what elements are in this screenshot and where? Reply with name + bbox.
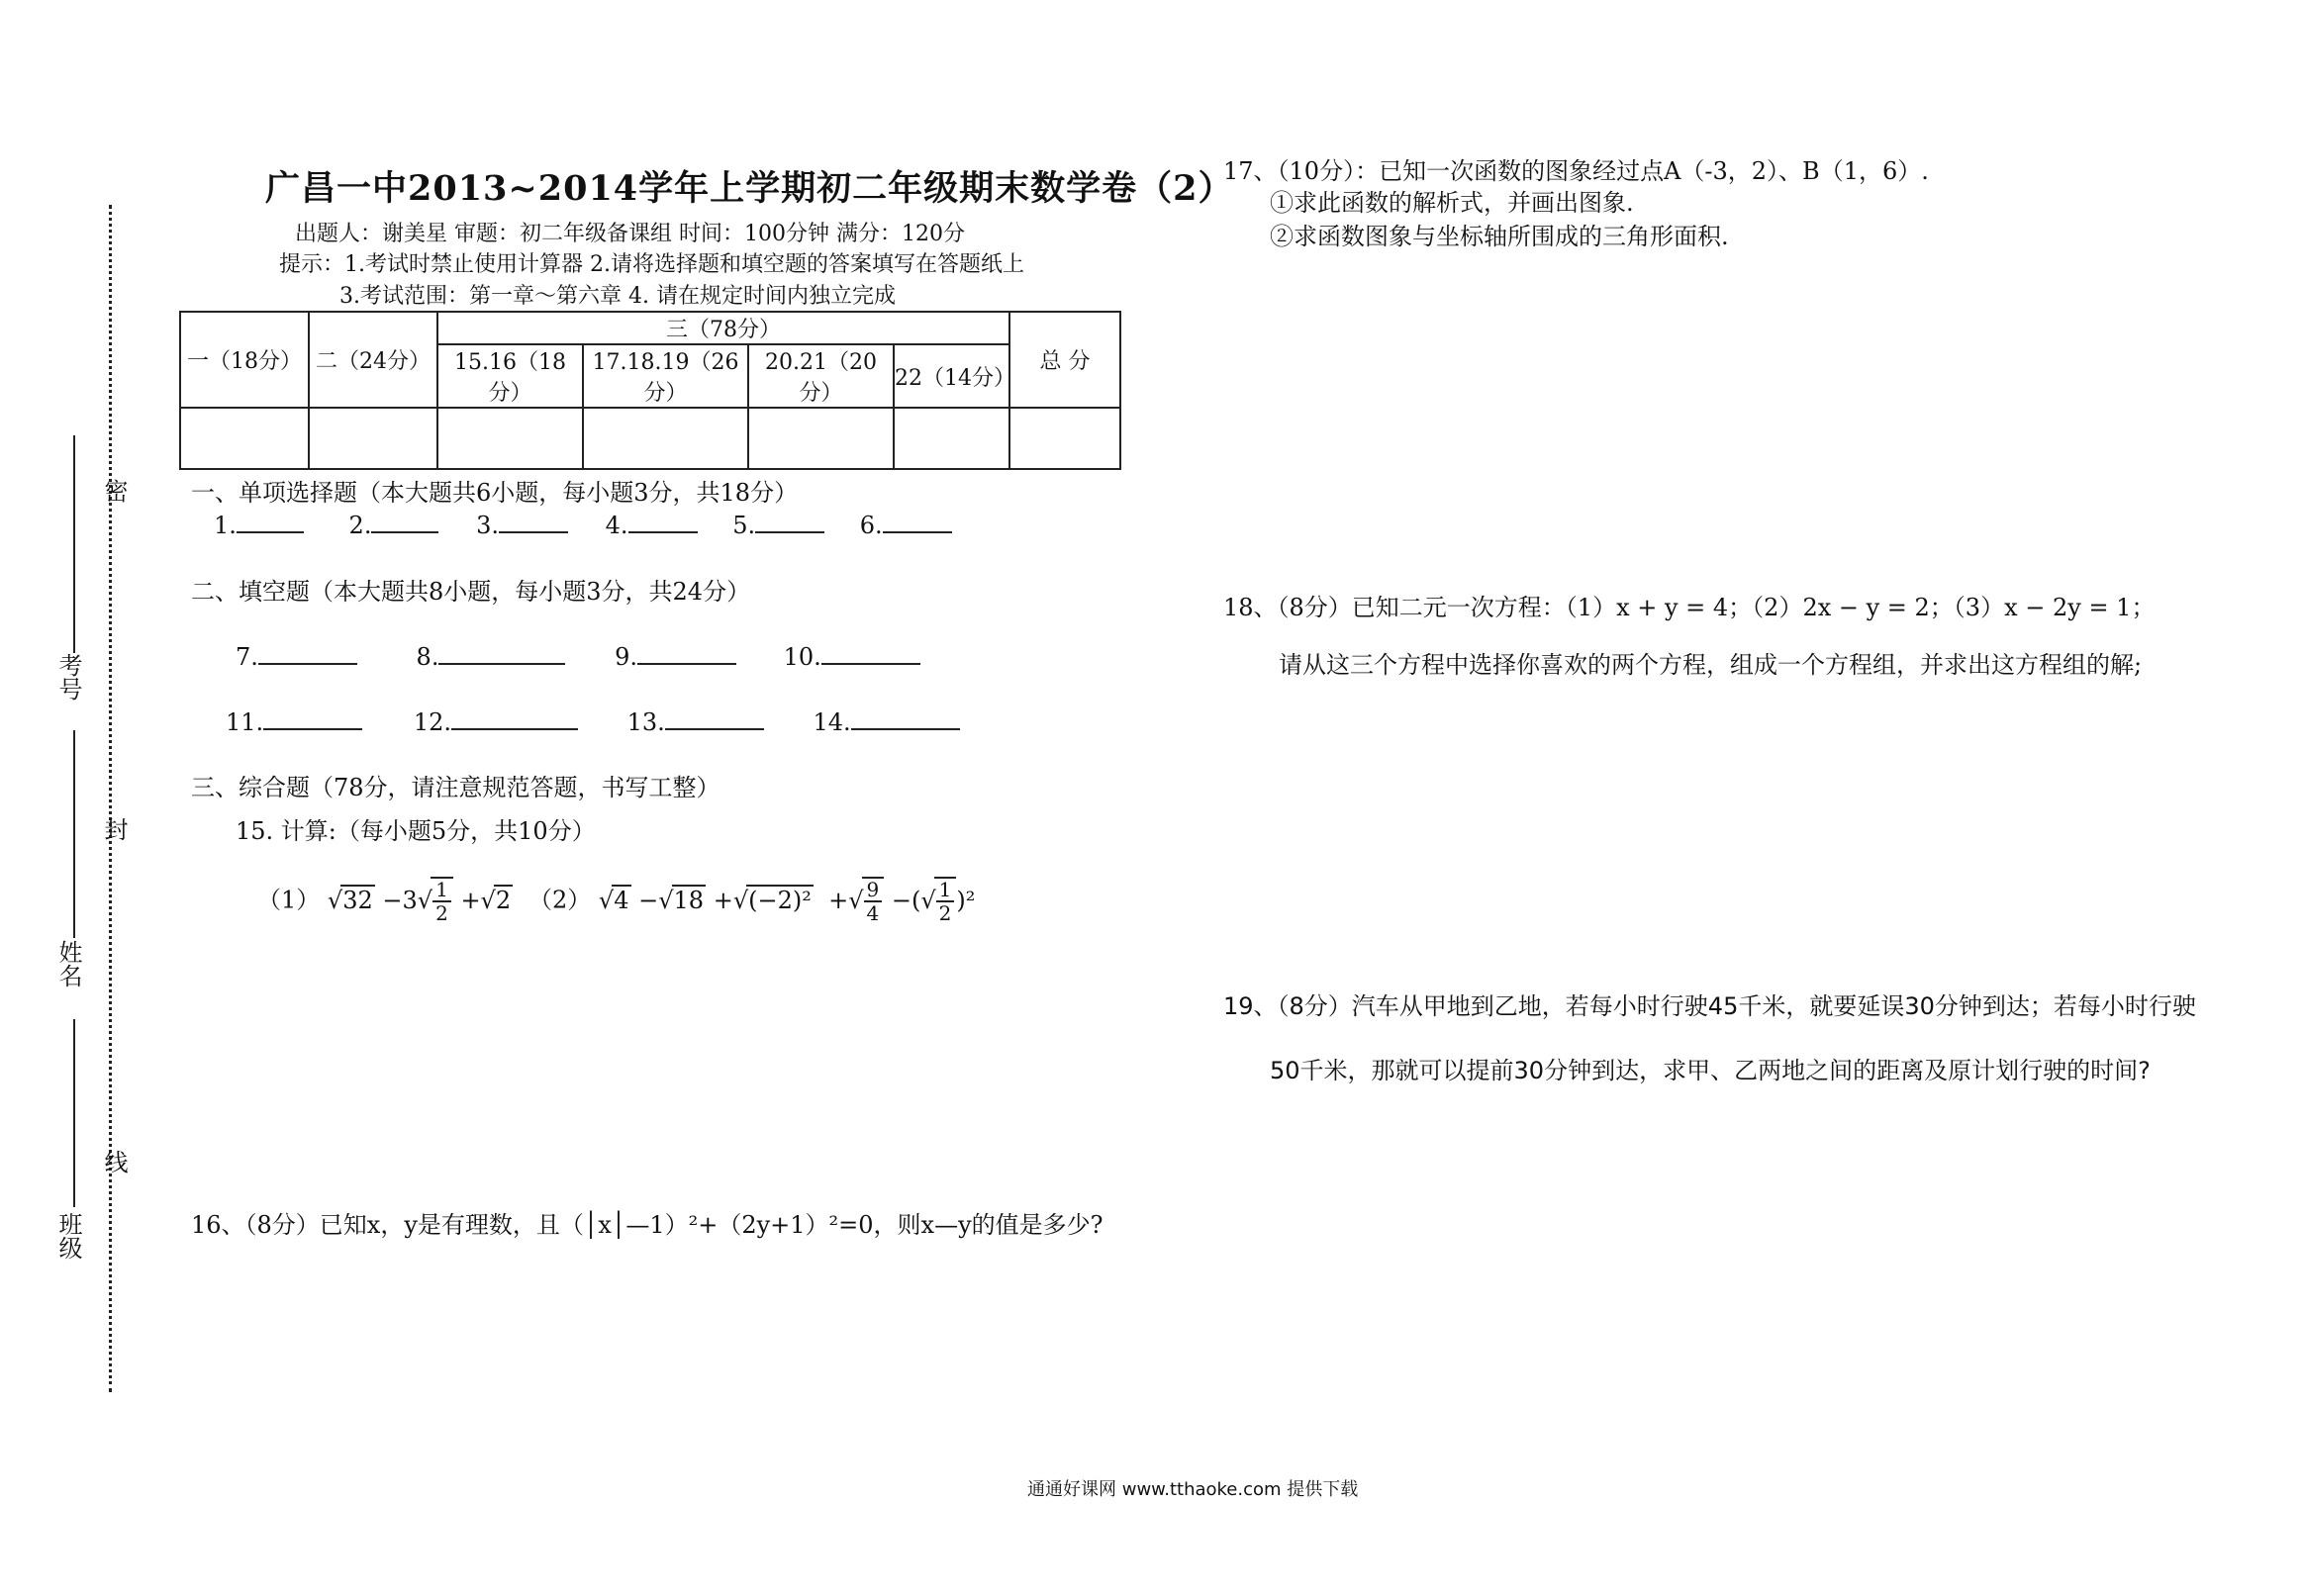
choice-num-6: 6.	[859, 512, 883, 539]
choice-num-5: 5.	[732, 512, 756, 539]
answer-blank[interactable]	[499, 508, 568, 533]
q15-2-expression	[528, 877, 975, 924]
choice-answers	[214, 508, 952, 539]
answer-blank[interactable]	[263, 704, 362, 730]
margin-banji: 班级	[54, 1212, 82, 1260]
answer-blank[interactable]	[755, 508, 824, 533]
tips-line-2: 3.考试范围：第一章～第六章 4. 请在规定时间内独立完成	[339, 284, 896, 309]
fill-num-10: 10.	[783, 643, 821, 671]
q18-line-2: 请从这三个方程中选择你喜欢的两个方程，组成一个方程组，并求出这方程组的解;	[1279, 651, 2143, 679]
page-title: 广昌一中2013~2014学年上学期初二年级期末数学卷（2）	[265, 168, 1234, 209]
answer-blank[interactable]	[237, 508, 304, 533]
score-sub-2: 17.18.19（26分）	[583, 344, 748, 408]
score-cell[interactable]	[748, 408, 894, 469]
margin-kaohao: 考号	[54, 653, 82, 701]
answer-blank[interactable]	[438, 639, 565, 665]
exam-meta: 出题人：谢美星 审题：初二年级备课组 时间：100分钟 满分：120分	[295, 222, 965, 246]
score-cell[interactable]	[894, 408, 1009, 469]
answer-blank[interactable]	[821, 639, 920, 665]
fill-num-13: 13.	[626, 708, 665, 736]
footer-credit: 通通好课网 www.tthaoke.com 提供下载	[1027, 1479, 1359, 1500]
fill-num-12: 12.	[413, 708, 451, 736]
fill-row-2	[226, 704, 960, 736]
q18-line-1: 18、（8分）已知二元一次方程：（1）x + y = 4；（2）2x − y = 2；（3）x − 2y = 1；	[1223, 594, 2156, 621]
answer-blank[interactable]	[883, 508, 952, 533]
q17-line-2: ①求此函数的解析式，并画出图象.	[1270, 189, 1634, 217]
answer-blank[interactable]	[637, 639, 736, 665]
banji-blank-line	[73, 1019, 75, 1207]
score-cell[interactable]	[583, 408, 748, 469]
q15-1-expression	[257, 877, 513, 924]
tips-line-1: 提示：1.考试时禁止使用计算器 2.请将选择题和填空题的答案填写在答题纸上	[279, 252, 1024, 277]
score-group-3: 三（78分）	[437, 312, 1009, 344]
q15-2-label: （2）	[528, 886, 592, 914]
q17-line-1: 17、（10分）：已知一次函数的图象经过点A（-3，2）、B（1，6）.	[1223, 157, 1929, 185]
q15-heading: 15. 计算:（每小题5分，共10分）	[236, 817, 596, 845]
xingming-blank-line	[73, 730, 75, 938]
q16-text: 16、（8分）已知x，y是有理数，且（│x│—1）²+（2y+1）²=0，则x—y的值是多少?	[191, 1211, 1104, 1239]
section3-heading: 三、综合题（78分，请注意规范答题，书写工整）	[191, 774, 720, 801]
math-expression: √32 −3√ $\frac{1}{2}$ +√2	[327, 878, 512, 925]
section2-heading: 二、填空题（本大题共8小题，每小题3分，共24分）	[191, 578, 751, 606]
score-cell[interactable]	[180, 408, 309, 469]
answer-blank[interactable]	[451, 704, 578, 730]
fill-num-9: 9.	[615, 643, 637, 671]
fill-num-11: 11.	[226, 708, 264, 736]
fill-num-7: 7.	[236, 643, 258, 671]
q17-line-3: ②求函数图象与坐标轴所围成的三角形面积.	[1270, 223, 1729, 250]
q19-line-1: 19、（8分）汽车从甲地到乙地，若每小时行驶45千米，就要延误30分钟到达；若每小时行驶	[1223, 992, 2196, 1020]
answer-blank[interactable]	[665, 704, 764, 730]
margin-feng: 封	[100, 817, 128, 841]
section1-heading: 一、单项选择题（本大题共6小题，每小题3分，共18分）	[191, 479, 799, 507]
score-col-1: 一（18分）	[180, 312, 309, 408]
kaohao-blank-line	[73, 435, 75, 653]
score-sub-3: 20.21（20分）	[748, 344, 894, 408]
fill-num-8: 8.	[416, 643, 439, 671]
fill-num-14: 14.	[813, 708, 851, 736]
answer-blank[interactable]	[628, 508, 698, 533]
fill-row-1	[236, 639, 920, 671]
margin-xian: 线	[100, 1150, 128, 1174]
score-cell[interactable]	[437, 408, 583, 469]
choice-num-2: 2.	[348, 512, 372, 539]
score-col-2: 二（24分）	[309, 312, 437, 408]
score-cell[interactable]	[1009, 408, 1120, 469]
math-expression: √4 −√18 +√(−2)² +√ $\frac{9}{4}$ −(√ $\frac{1}{2}$ )²	[598, 878, 976, 925]
margin-xingming: 姓名	[54, 940, 82, 987]
score-total: 总 分	[1009, 312, 1120, 408]
score-cell[interactable]	[309, 408, 437, 469]
choice-num-1: 1.	[214, 512, 237, 539]
score-table	[179, 311, 1121, 470]
q19-line-2: 50千米，那就可以提前30分钟到达，求甲、乙两地之间的距离及原计划行驶的时间?	[1270, 1057, 2151, 1084]
answer-blank[interactable]	[371, 508, 438, 533]
choice-num-3: 3.	[476, 512, 499, 539]
score-sub-1: 15.16（18分）	[437, 344, 583, 408]
choice-num-4: 4.	[605, 512, 628, 539]
margin-mi: 密	[100, 479, 128, 503]
q15-1-label: （1）	[257, 886, 321, 914]
answer-blank[interactable]	[258, 639, 357, 665]
score-sub-4: 22（14分）	[894, 344, 1009, 408]
answer-blank[interactable]	[851, 704, 960, 730]
binding-dotted-line	[109, 205, 112, 1392]
